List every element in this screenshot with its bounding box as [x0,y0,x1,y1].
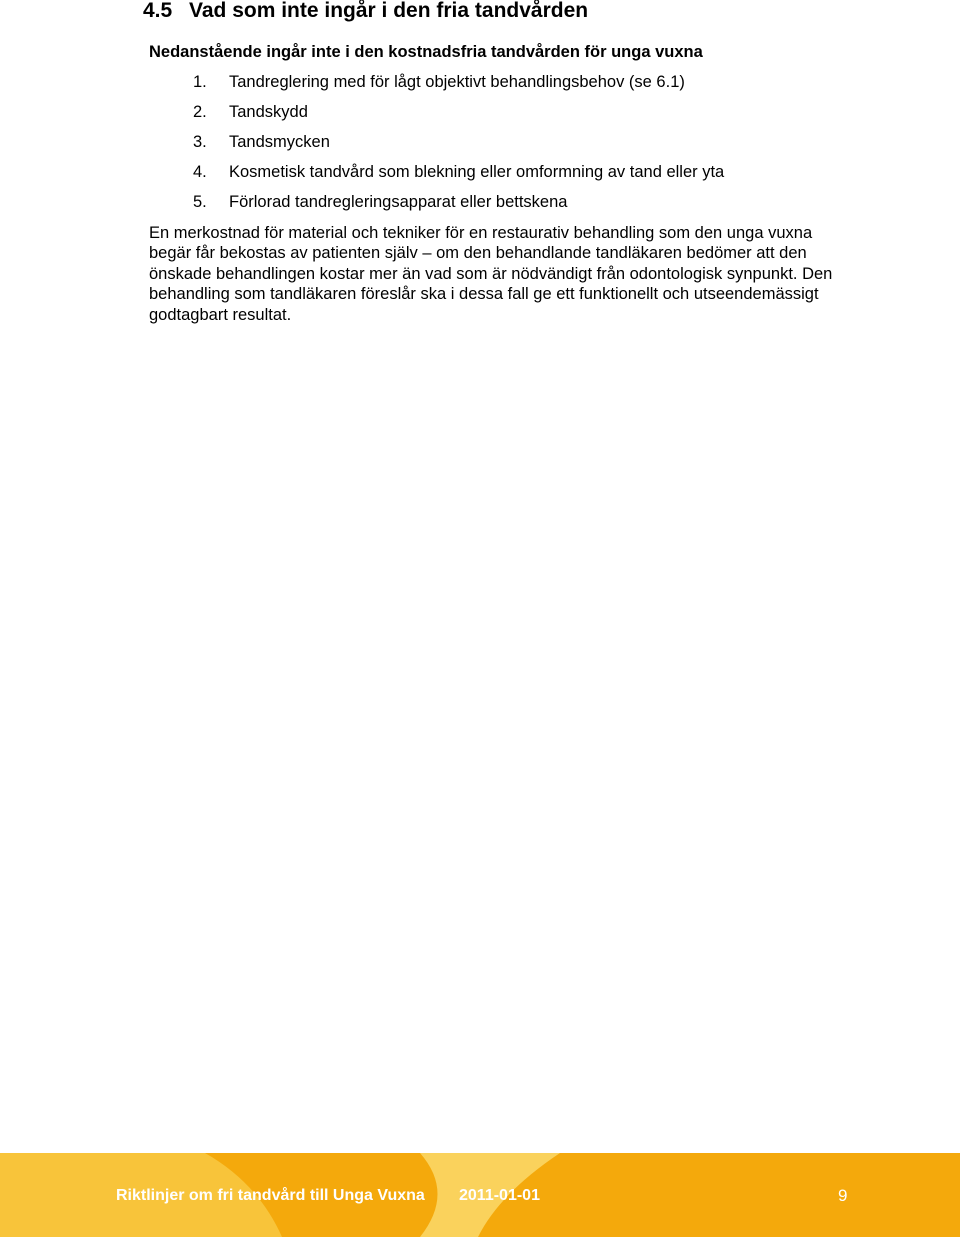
list-item [193,192,724,222]
paragraph-line: begär får bekostas av patienten själv – om den behandlande tandläkaren bedömer att den [149,244,807,263]
paragraph-line: En merkostnad för material och tekniker för en restaurativ behandling som den unga vuxna [149,224,813,242]
list-item-number: 3. [193,133,207,151]
footer-date: 2011-01-01 [459,1187,540,1204]
list-item-text: Kosmetisk tandvård som blekning eller omformning av tand eller yta [229,163,725,181]
list-item-text: Tandreglering med för lågt objektivt behandlingsbehov (se 6.1) [229,73,685,91]
list-item-text: Tandsmycken [229,133,330,151]
page-footer [0,1153,960,1237]
list-item-text: Tandskydd [229,103,308,121]
list-item [193,162,724,192]
section-number: 4.5 [143,0,173,22]
list-item [193,102,724,132]
excluded-items-list [193,72,724,222]
page-number: 9 [838,1186,848,1205]
section-title: Vad som inte ingår i den fria tandvården [189,0,589,22]
list-item-number: 5. [193,193,207,211]
list-item-number: 1. [193,73,207,91]
list-item-text: Förlorad tandregleringsapparat eller bettskena [229,193,568,211]
list-item [193,132,724,162]
list-item [193,72,724,102]
list-item-number: 4. [193,163,207,181]
paragraph-line: godtagbart resultat. [149,305,292,324]
paragraph-line: önskade behandlingen kostar mer än vad som är nödvändigt från odontologisk synpunkt. Den [149,264,833,283]
paragraph-line: behandling som tandläkaren föreslår ska i dessa fall ge ett funktionellt och utseendemässigt [149,285,819,304]
body-paragraph [149,223,899,325]
footer-title: Riktlinjer om fri tandvård till Unga Vuxna [116,1187,425,1204]
list-item-number: 2. [193,103,207,121]
intro-text: Nedanstående ingår inte i den kostnadsfria tandvården för unga vuxna [149,43,703,61]
section-heading [143,0,588,24]
